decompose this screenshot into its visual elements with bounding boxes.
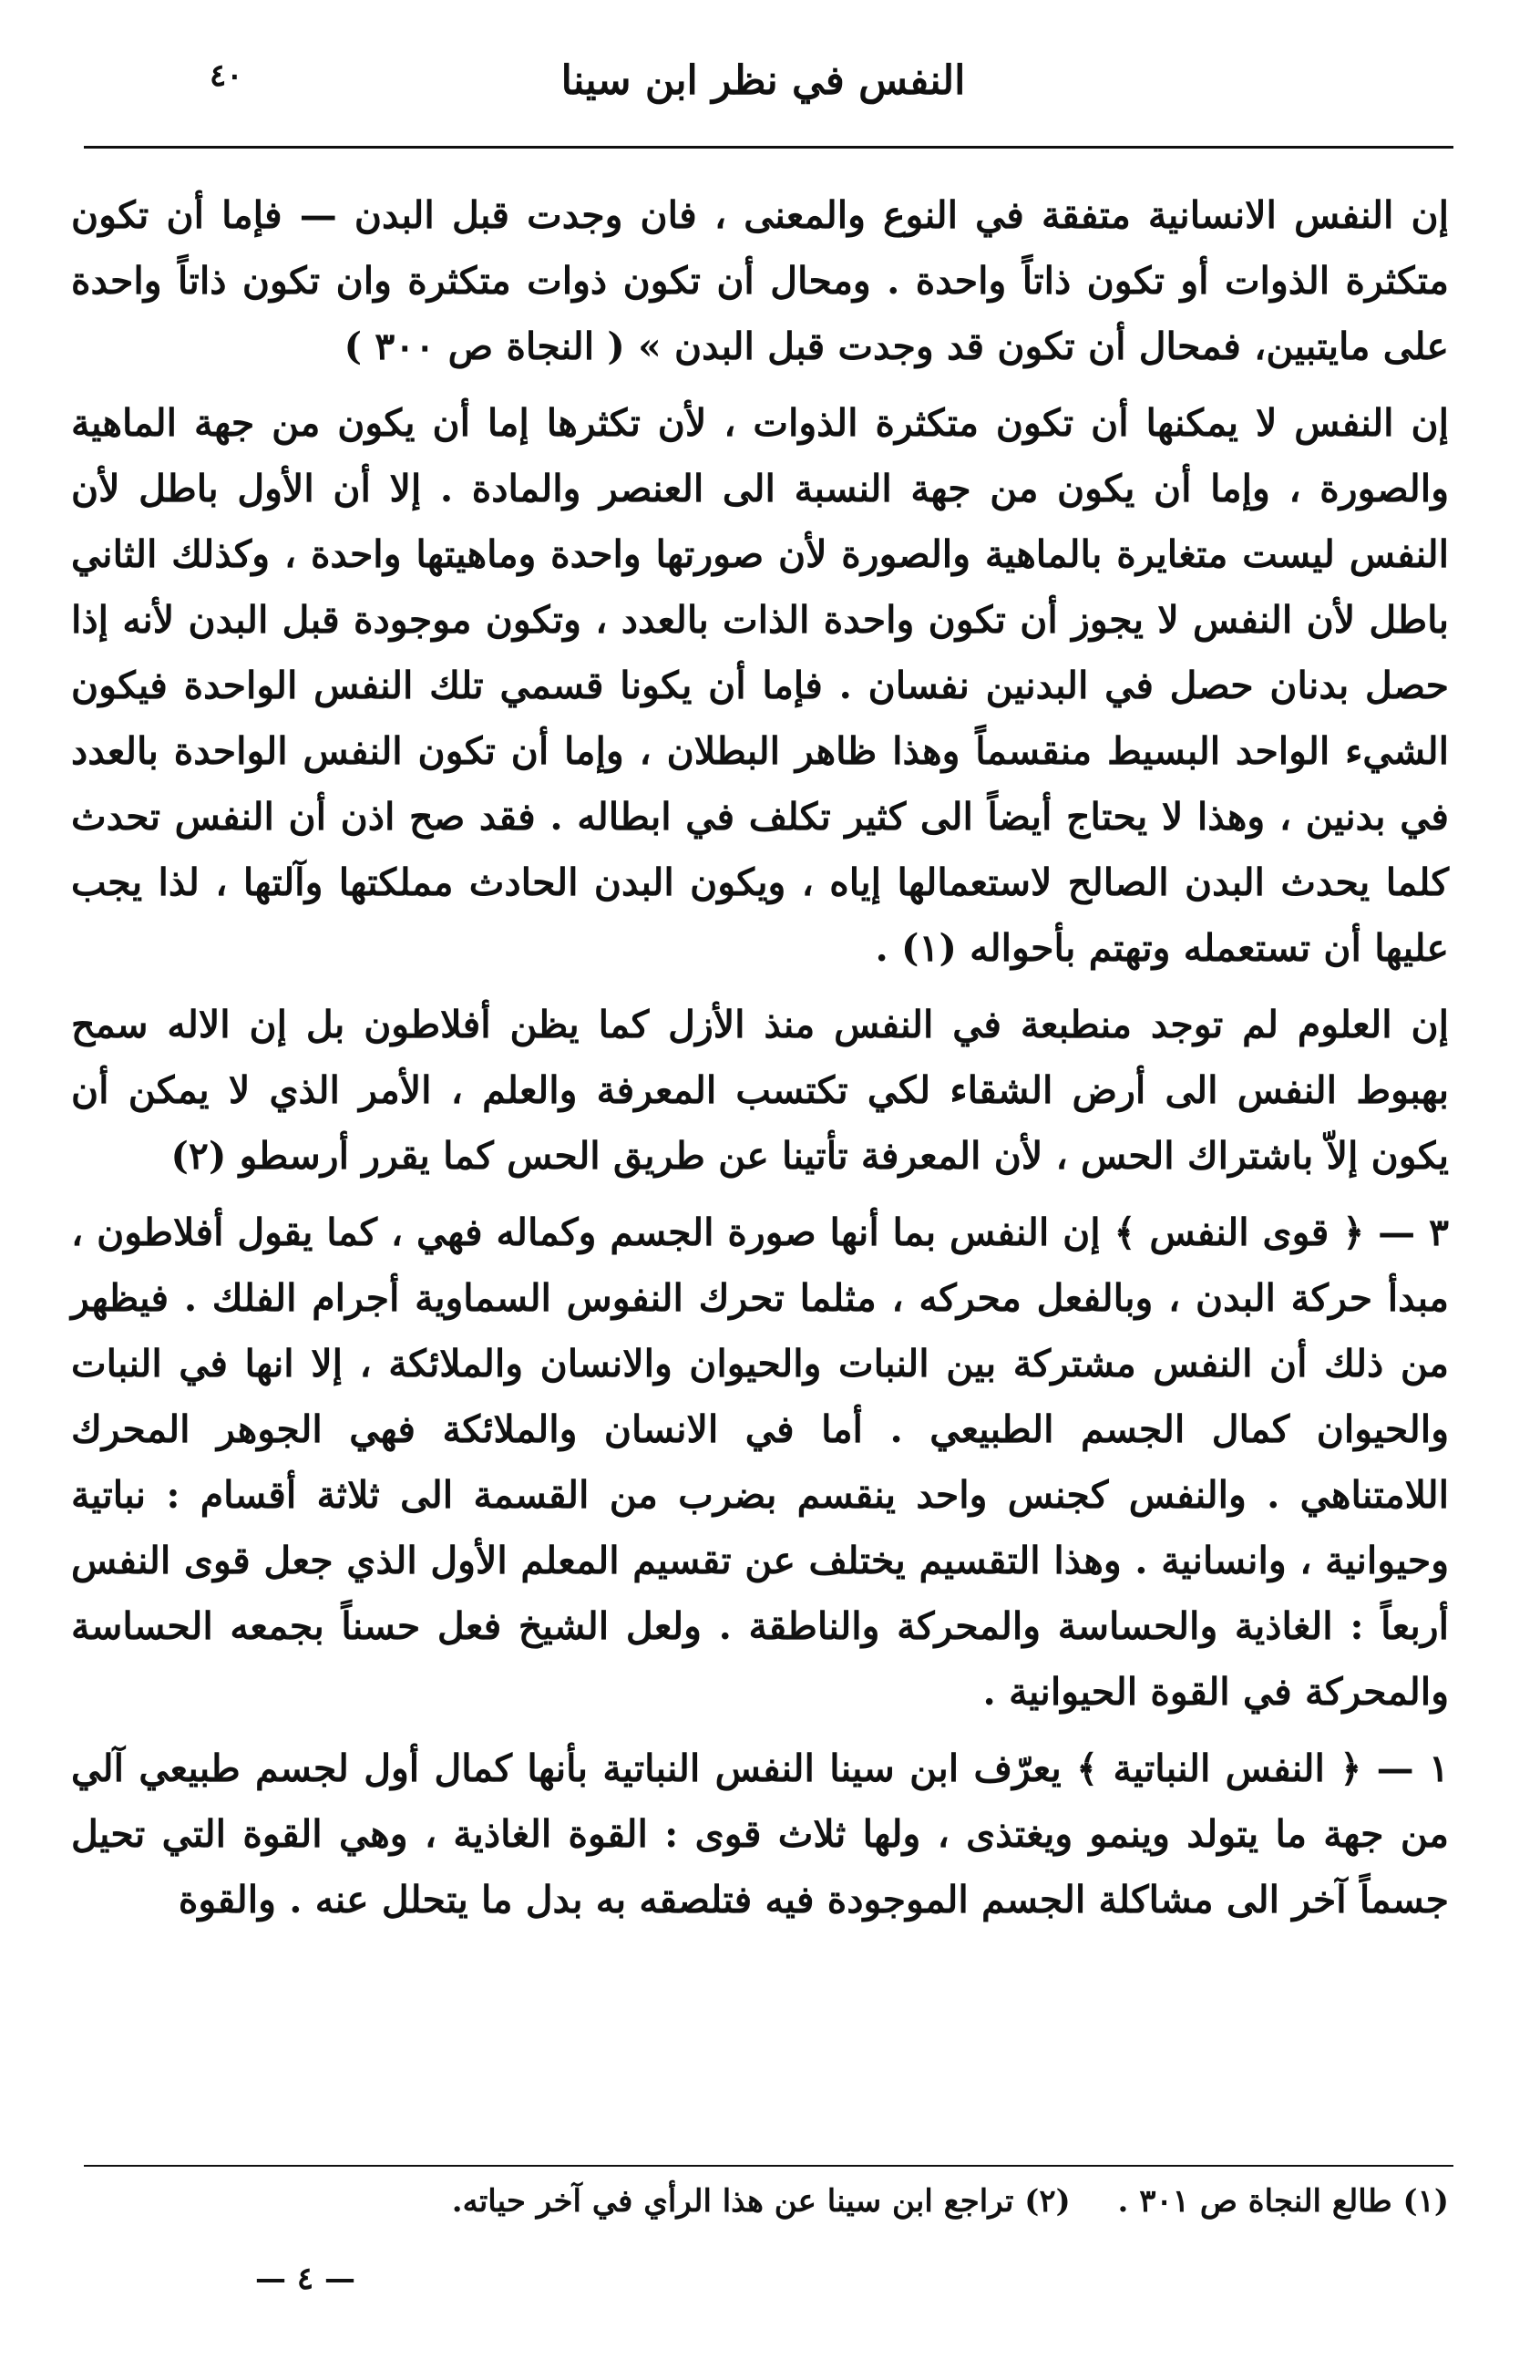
footnote-2: (٢) تراجع ابن سينا عن هذا الرأي في آخر حياته.	[451, 2183, 1071, 2220]
main-text	[71, 182, 1449, 1932]
header-divider	[84, 146, 1453, 149]
footnote-divider	[84, 2165, 1453, 2167]
paragraph: إن النفس لا يمكنها أن تكون متكثرة الذوات ، لأن تكثرها إما أن يكون من جهة الماهية والصورة ، وإما أن يكون من جهة النسبة الى العنصر والمادة . إلا أن الأول باطل لأن النفس ليست متغايرة بالماهية والصورة لأن صورتها واحدة وماهيتها واحدة ، وكذلك الثاني باطل لأن النفس لا يجوز أن تكون واحدة الذات بالعدد ، وتكون موجودة قبل البدن لأنه إذا حصل بدنان حصل في البدنين نفسان . فإما أن يكونا قسمي تلك النفس الواحدة فيكون الشيء الواحد البسيط منقسماً وهذا ظاهر البطلان ، وإما أن تكون النفس الواحدة بالعدد في بدنين ، وهذا لا يحتاج أيضاً الى كثير تكلف في ابطاله . فقد صح اذن أن النفس تحدث كلما يحدث البدن الصالح لاستعمالها إياه ، ويكون البدن الحادث مملكتها وآلتها ، لذا يجب عليها أن تستعمله وتهتم بأحواله (١) .	[71, 401, 1449, 970]
page-number: — ٤ —	[255, 2261, 355, 2297]
paragraph: ٣ — ﴿ قوى النفس ﴾ إن النفس بما أنها صورة الجسم وكماله فهي ، كما يقول أفلاطون ، مبدأ حركة البدن ، وبالفعل محركه ، مثلما تحرك النفوس السماوية أجرام الفلك . فيظهر من ذلك أن النفس مشتركة بين النبات والحيوان والانسان والملائكة ، إلا انها في النبات والحيوان كمال الجسم الطبيعي . أما في الانسان والملائكة فهي الجوهر المحرك اللامتناهي . والنفس كجنس واحد ينقسم بضرب من القسمة الى ثلاثة أقسام : نباتية وحيوانية ، وانسانية . وهذا التقسيم يختلف عن تقسيم المعلم الأول الذي جعل قوى النفس أربعاً : الغاذية والحساسة والمحركة والناطقة . ولعل الشيخ فعل حسناً بجمعه الحساسة والمحركة في القوة الحيوانية .	[71, 1211, 1449, 1714]
running-title: النفس في نظر ابن سينا	[560, 57, 966, 104]
running-header	[73, 50, 1453, 114]
paragraph: إن النفس الانسانية متفقة في النوع والمعنى ، فان وجدت قبل البدن — فإما أن تكون متكثرة الذوات أو تكون ذاتاً واحدة . ومحال أن تكون ذوات متكثرة وان تكون ذاتاً واحدة على مايتبين، فمحال أن تكون قد وجدت قبل البدن » ( النجاة ص ٣٠٠ )	[71, 193, 1449, 368]
header-page-number: ٤٠	[210, 57, 243, 94]
footnote-1: (١) طالع النجاة ص ٣٠١ .	[1117, 2183, 1449, 2220]
paragraph: إن العلوم لم توجد منطبعة في النفس منذ الأزل كما يظن أفلاطون بل إن الاله سمح بهبوط النفس الى أرض الشقاء لكي تكتسب المعرفة والعلم ، الأمر الذي لا يمكن أن يكون إلاّ باشتراك الحس ، لأن المعرفة تأتينا عن طريق الحس كما يقرر أرسطو (٢)	[71, 1003, 1449, 1178]
footnotes	[228, 2174, 1449, 2229]
paragraph: ١ — ﴿ النفس النباتية ﴾ يعرّف ابن سينا النفس النباتية بأنها كمال أول لجسم طبيعي آلي من جهة ما يتولد وينمو ويغتذى ، ولها ثلاث قوى : القوة الغاذية ، وهي القوة التي تحيل جسماً آخر الى مشاكلة الجسم الموجودة فيه فتلصقه به بدل ما يتحلل عنه . والقوة	[71, 1746, 1449, 1922]
